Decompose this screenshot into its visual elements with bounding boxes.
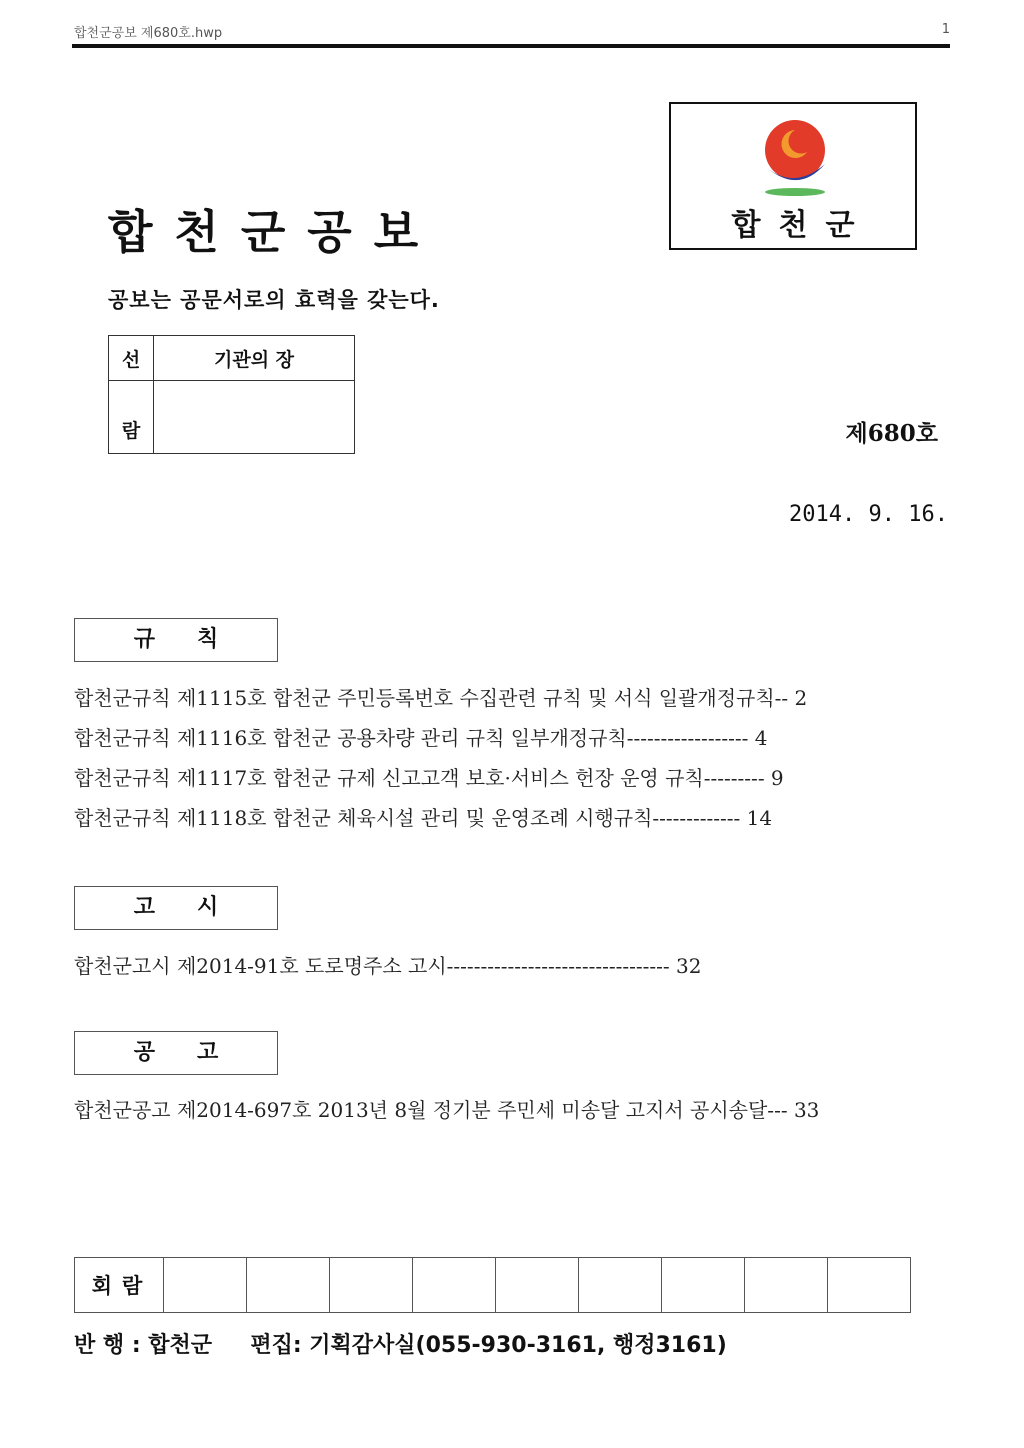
circulation-cell xyxy=(745,1258,828,1313)
review-side-top: 선 xyxy=(109,336,154,381)
toc-entry[interactable]: 합천군규칙 제1116호 합천군 공용차량 관리 규칙 일부개정규칙------------------ 4 xyxy=(74,726,768,750)
subtitle: 공보는 공문서로의 효력을 갖는다. xyxy=(108,288,440,312)
county-logo xyxy=(669,102,917,250)
section-title-announcements: 공고 xyxy=(74,1031,278,1075)
circulation-cell xyxy=(330,1258,413,1313)
review-signature-cell xyxy=(154,381,355,454)
review-side-bottom: 람 xyxy=(109,381,154,454)
toc-entry[interactable]: 합천군공고 제2014-697호 2013년 8월 정기분 주민세 미송달 고지서 공시송달--- 33 xyxy=(74,1098,820,1122)
circulation-cell xyxy=(164,1258,247,1313)
county-emblem-icon xyxy=(755,116,835,202)
issue-date: 2014. 9. 16. xyxy=(789,502,948,527)
toc-entry[interactable]: 합천군규칙 제1118호 합천군 체육시설 관리 및 운영조례 시행규칙------------- 14 xyxy=(74,806,773,830)
toc-entry[interactable]: 합천군규칙 제1117호 합천군 규제 신고고객 보호·서비스 헌장 운영 규칙--------- 9 xyxy=(74,766,784,790)
section-title-rules: 규칙 xyxy=(74,618,278,662)
circulation-cell xyxy=(662,1258,745,1313)
logo-text: 합천군 xyxy=(731,208,873,243)
publisher-footer: 반 행 : 합천군 편집: 기획감사실(055-930-3161, 행정3161) xyxy=(74,1333,727,1358)
circulation-label: 회람 xyxy=(75,1258,164,1313)
review-table xyxy=(108,335,355,454)
toc-entry[interactable]: 합천군고시 제2014-91호 도로명주소 고시--------------------------------- 32 xyxy=(74,954,702,978)
circulation-cell xyxy=(496,1258,579,1313)
circulation-cell xyxy=(247,1258,330,1313)
review-header: 기관의 장 xyxy=(154,336,355,381)
header-rule xyxy=(72,44,950,48)
page-number: 1 xyxy=(941,22,950,37)
section-title-notices: 고시 xyxy=(74,886,278,930)
circulation-cell xyxy=(828,1258,911,1313)
file-name: 합천군공보 제680호.hwp xyxy=(74,26,223,41)
circulation-cell xyxy=(413,1258,496,1313)
toc-entry[interactable]: 합천군규칙 제1115호 합천군 주민등록번호 수집관련 규칙 및 서식 일괄개정규칙-- 2 xyxy=(74,686,808,710)
issue-number: 제680호 xyxy=(845,420,938,447)
page-title: 합천군공보 xyxy=(108,205,441,259)
circulation-table xyxy=(74,1257,911,1313)
circulation-cell xyxy=(579,1258,662,1313)
